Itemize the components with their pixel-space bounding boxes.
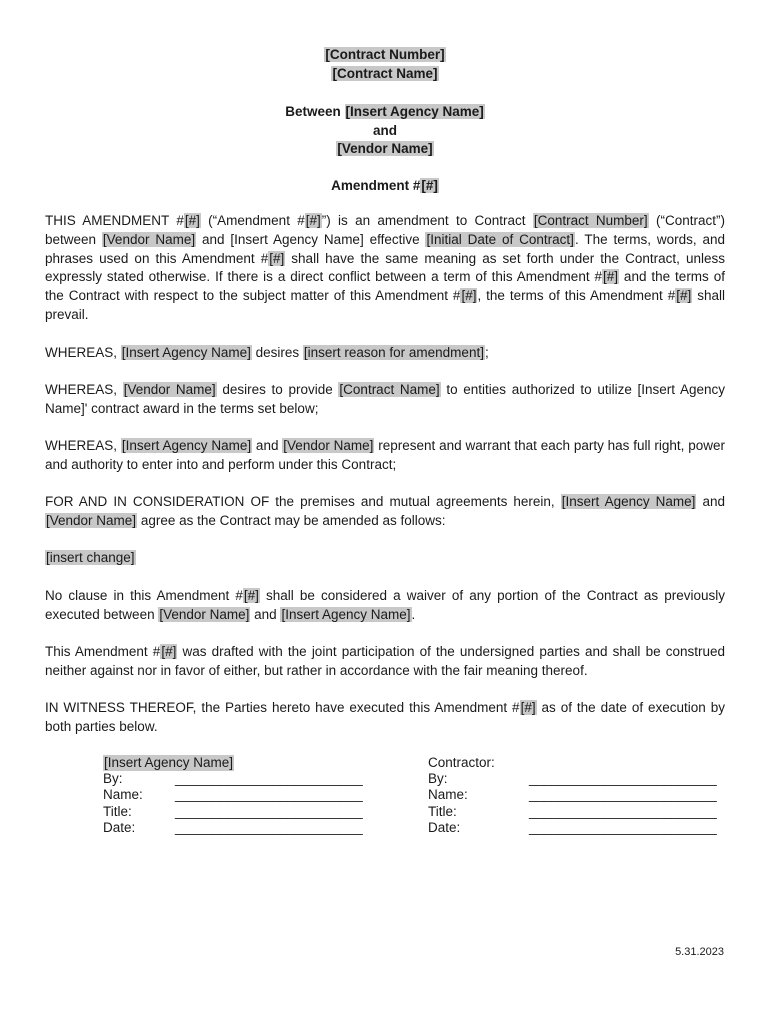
signature-block-contractor: Contractor: By: _________________________ Name: _________________________ Title: _________________________ Date: _________________________ xyxy=(428,755,717,835)
agency-date-line: _________________________ xyxy=(175,819,363,835)
contractor-label: Contractor: xyxy=(428,755,495,770)
header-and: and xyxy=(372,123,397,138)
contractor-date-line: _________________________ xyxy=(529,819,717,835)
signature-block-agency: [Insert Agency Name] By: _________________________ Name: _________________________ Title: _________________________ Date: _________________________ xyxy=(103,755,363,835)
header-vendor: [Vendor Name] xyxy=(337,141,433,156)
header-contract-name: [Contract Name] xyxy=(332,66,438,81)
paragraph-no-waiver: No clause in this Amendment #[#] shall be considered a waiver of any portion of the Contract as previously executed between [Vendor Name] and [Insert Agency Name]. xyxy=(45,588,725,622)
agency-name-line: _________________________ xyxy=(175,787,363,803)
paragraph-insert-change: [insert change] xyxy=(46,550,135,565)
header-between: Between [Insert Agency Name] xyxy=(285,104,484,119)
contractor-name-line: _________________________ xyxy=(529,787,717,803)
contractor-by-line: _________________________ xyxy=(529,771,717,787)
agency-by-line: _________________________ xyxy=(175,771,363,787)
contractor-title-line: _________________________ xyxy=(529,803,717,819)
agency-name-placeholder: [Insert Agency Name] xyxy=(104,755,234,770)
paragraph-consideration: FOR AND IN CONSIDERATION OF the premises and mutual agreements herein, [Insert Agency Name] and [Vendor Name] agree as the Contract may be amended as follows: xyxy=(45,494,725,528)
agency-title-line: _________________________ xyxy=(175,803,363,819)
paragraph-witness: IN WITNESS THEREOF, the Parties hereto have executed this Amendment #[#] as of the date of execution by both parties below. xyxy=(45,700,725,734)
paragraph-whereas-1: WHEREAS, [Insert Agency Name] desires [insert reason for amendment]; xyxy=(45,345,489,360)
header-contract-number: [Contract Number] xyxy=(325,47,445,62)
header-amendment: Amendment #[#] xyxy=(331,178,438,193)
paragraph-intro: THIS AMENDMENT #[#] (“Amendment #[#]”) is an amendment to Contract [Contract Number] (“Contract”) between [Vendor Name] and [Insert Agency Name] effective [Initial Date of Contract]. The terms, words, and phrases used on this Amendment #[#] shall have the same meaning as set forth under the Contract, unless expressly stated otherwise. If there is a direct conflict between a term of this Amendment #[#] and the terms of the Contract with respect to the subject matter of this Amendment #[#], the terms of this Amendment #[#] shall prevail. xyxy=(45,213,725,322)
paragraph-whereas-2: WHEREAS, [Vendor Name] desires to provide [Contract Name] to entities authorized to utilize [Insert Agency Name]' contract award in the terms set below; xyxy=(45,382,725,416)
paragraph-whereas-3: WHEREAS, [Insert Agency Name] and [Vendor Name] represent and warrant that each party has full right, power and authority to enter into and perform under this Contract; xyxy=(45,438,725,472)
footer-version-date: 5.31.2023 xyxy=(675,946,724,958)
paragraph-joint-drafting: This Amendment #[#] was drafted with the joint participation of the undersigned parties and shall be construed neither against nor in favor of either, but rather in accordance with the fair meaning thereof. xyxy=(45,644,726,678)
